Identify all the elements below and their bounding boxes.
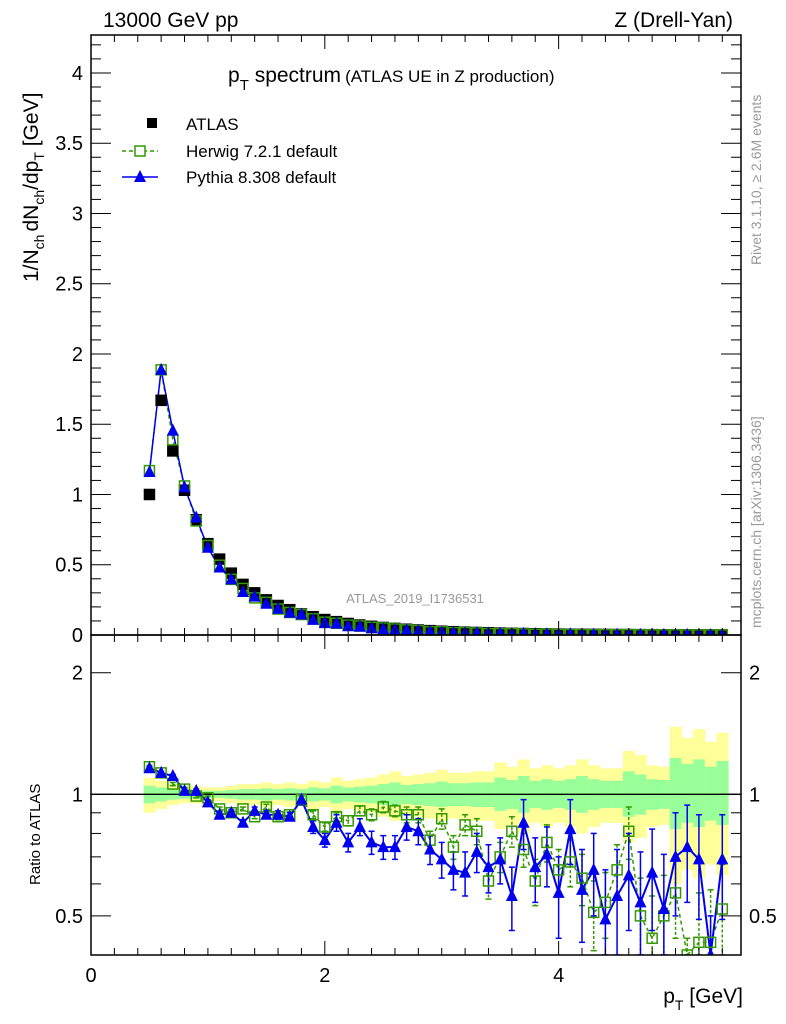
y-tick-label-ratio: 2 xyxy=(71,662,83,685)
pythia-ratio-point xyxy=(553,886,565,898)
atlas-point xyxy=(168,446,178,456)
pythia-ratio-point xyxy=(436,852,448,864)
pythia-ratio-point xyxy=(447,863,459,875)
y-tick-label-ratio-right: 0.5 xyxy=(749,905,777,928)
y-tick-label-main: 1 xyxy=(71,484,83,507)
legend-pythia-label: Pythia 8.308 default xyxy=(186,168,337,187)
y-tick-label-main: 1.5 xyxy=(55,414,83,437)
ratio-uncertainty-bands xyxy=(91,727,741,884)
title-sub: T xyxy=(239,77,249,94)
pythia-ratio-point xyxy=(494,852,506,864)
pythia-ratio-point xyxy=(646,866,658,878)
ylabel-unit: [GeV] xyxy=(20,92,43,153)
pythia-ratio-point xyxy=(307,820,319,832)
ylabel-sub3: T xyxy=(31,152,47,161)
pythia-ratio-point xyxy=(588,863,600,875)
pythia-ratio-point xyxy=(401,820,413,832)
pythia-ratio-point xyxy=(705,948,717,960)
y-tick-label-main: 2 xyxy=(71,343,83,366)
xlabel-unit: [GeV] xyxy=(683,985,743,1008)
pythia-ratio-point xyxy=(634,895,646,907)
title-note: (ATLAS UE in Z production) xyxy=(345,67,555,86)
atlas-point xyxy=(144,489,154,499)
pythia-ratio-point xyxy=(506,889,518,901)
legend-herwig-label: Herwig 7.2.1 default xyxy=(186,142,338,161)
y-tick-label-ratio-right: 2 xyxy=(749,662,761,685)
title-rest: spectrum xyxy=(248,64,342,87)
y-tick-label-main: 4 xyxy=(71,62,83,85)
pythia-ratio-point xyxy=(143,761,155,773)
y-tick-label-main: 2.5 xyxy=(55,273,83,296)
ylabel-sub1: ch xyxy=(31,234,47,250)
x-tick-label: 2 xyxy=(319,965,331,987)
y-tick-label-main: 3 xyxy=(71,203,83,226)
ylabel-sub2: ch xyxy=(31,189,47,205)
plot-title xyxy=(228,64,555,94)
legend-pythia-marker xyxy=(134,170,146,182)
watermark: ATLAS_2019_I1736531 xyxy=(346,591,484,606)
x-tick-label: 4 xyxy=(553,965,565,987)
x-axis-label xyxy=(663,985,743,1013)
y-tick-label-ratio-right: 1 xyxy=(749,784,761,807)
legend-atlas-marker xyxy=(147,118,157,128)
pythia-ratio-point xyxy=(599,912,611,924)
legend-atlas-label: ATLAS xyxy=(186,115,239,134)
y-tick-label-ratio: 1 xyxy=(71,784,83,807)
ylabel-dp: /dp xyxy=(20,160,43,190)
pythia-ratio-point xyxy=(249,804,261,816)
side-label-bottom: mcplots.cern.ch [arXiv:1306.3436] xyxy=(748,416,764,628)
ylabel-n: 1/N xyxy=(20,249,43,282)
pythia-point xyxy=(167,424,179,436)
pythia-ratio-point xyxy=(354,820,366,832)
xlabel-sub: T xyxy=(674,997,684,1013)
data-series xyxy=(143,363,728,960)
y-tick-label-main: 0.5 xyxy=(55,554,83,577)
header-left: 13000 GeV pp xyxy=(103,9,239,32)
x-tick-label: 0 xyxy=(85,965,97,987)
xlabel-p: p xyxy=(663,985,675,1008)
y-tick-label-main: 3.5 xyxy=(55,133,83,156)
atlas-point xyxy=(156,395,166,405)
title-p: p xyxy=(228,64,240,87)
y-tick-label-ratio: 0.5 xyxy=(55,905,83,928)
pythia-point xyxy=(143,465,155,477)
pythia-ratio-point xyxy=(611,889,623,901)
side-label-top: Rivet 3.1.10, ≥ 2.6M events xyxy=(748,94,764,265)
legend-herwig-marker xyxy=(135,146,145,156)
y-axis-label-main xyxy=(20,93,47,282)
legend xyxy=(122,115,337,187)
ylabel-dn: dN xyxy=(20,204,43,232)
y-tick-label-main: 0 xyxy=(71,625,83,647)
y-axis-label-ratio: Ratio to ATLAS xyxy=(27,783,44,885)
pythia-ratio-point xyxy=(623,868,635,880)
header-right: Z (Drell-Yan) xyxy=(614,9,733,32)
